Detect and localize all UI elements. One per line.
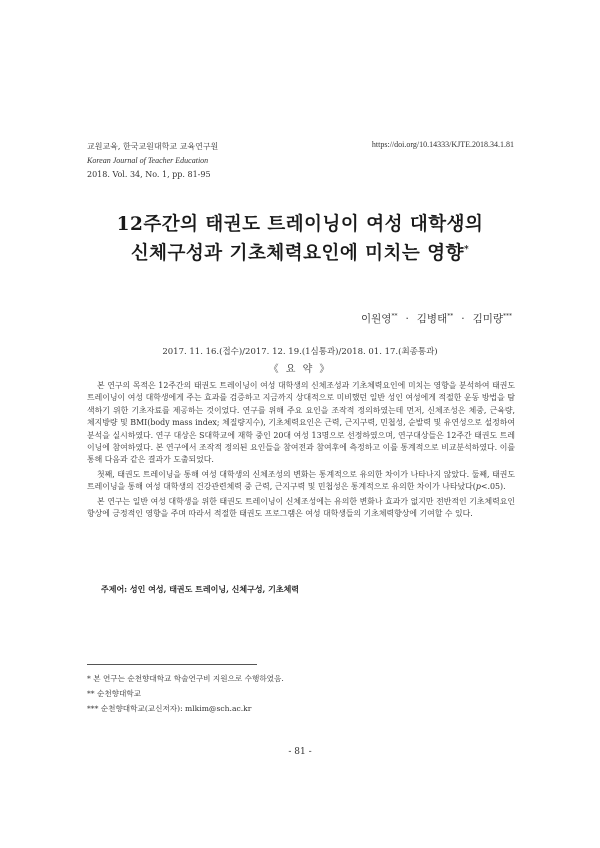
journal-name: Korean Journal of Teacher Education [87,156,209,165]
author-mark: *** [503,312,512,320]
author-name: 김병태 [416,313,448,325]
publisher-line: 교원교육, 한국교원대학교 교육연구원 [87,142,219,151]
doi-link[interactable]: https://doi.org/10.14333/KJTE.2018.34.1.81 [371,140,514,149]
title-line-1: 12주간의 태권도 트레이닝이 여성 대학생의 [116,214,484,235]
page-number: - 81 - [288,747,312,757]
author-2 [417,313,453,325]
author-list [361,311,512,326]
abstract-paragraph-1: 본 연구의 목적은 12주간의 태권도 트레이닝이 여성 대학생의 신체조성과 기초체력요인에 미치는 영향을 분석하여 태권도 트레이닝이 여성 대학생에게 주는 효과를 검증하고 지금까지 상대적으로 미비했던 일반 성인 여성에게 적절한 운동 방법을 탐색하기 위한 기초자료를 제공하는 것이었다. 연구를 위해 주요 요인을 조작적 정의하였는데 먼저, 신체조성은 체중, 근육량, 체지방량 및 BMI(body mass index; 체질량지수), 기초체력요인은 근력, 근지구력, 민첩성, 순발력 및 유연성으로 설정하여 분석을 실시하였다. 연구 대상은 S대학교에 재학 중인 20대 여성 13명으로 선정하였으며, 연구대상들은 12주간 태권도 트레이닝에 참여하였다. 본 연구에서 조작적 정의된 요인들을 참여전과 참여후에 측정하고 이를 통계적으로 비교분석하였다. 이를 통해 다음과 같은 결과가 도출되었다. [87,381,515,465]
keywords: 주제어: 성인 여성, 태권도 트레이닝, 신체구성, 기초체력 [101,584,300,594]
paper-title [0,210,600,268]
footnotes [87,671,284,716]
abstract-paragraph-3: 본 연구는 일반 여성 대학생을 위한 태권도 트레이닝이 신체조성에는 유의한 변화나 효과가 없지만 전반적인 기초체력요인 향상에 긍정적인 영향을 주며 따라서 적절한 태권도 프로그램은 여성 대학생들의 기초체력향상에 기여할 수 있다. [87,496,515,519]
title-line-2 [0,239,600,268]
author-1 [361,313,397,325]
footnote-funding: * 본 연구는 순천향대학교 학술연구비 지원으로 수행하였음. [87,674,284,683]
title-line-2-text: 신체구성과 기초체력요인에 미치는 영향 [130,243,464,264]
author-mark: ** [391,312,398,320]
abstract-paragraph-2-text: 첫째, 태권도 트레이닝을 통해 여성 대학생의 신체조성의 변화는 통계적으로 유의한 차이가 나타나지 않았다. 둘째, 태권도 트레이닝을 통해 여성 대학생의 건강관련체력 중 근력, 근지구력 및 민첩성은 통계적으로 유의한 차이가 나타났다( [87,469,515,492]
abstract-body [87,380,515,522]
author-separator: · [461,313,465,325]
author-separator: · [405,313,409,325]
author-name: 김미량 [472,313,503,325]
journal-header [87,140,218,182]
author-name: 이원영 [361,313,392,325]
author-mark: ** [447,312,454,320]
abstract-paragraph-2 [87,469,515,494]
footnote-affiliation: ** 순천향대학교 [87,689,142,698]
volume-info: 2018. Vol. 34, No. 1, pp. 81-95 [87,170,211,179]
author-3 [473,313,512,325]
footnote-corresponding: *** 순천향대학교(교신저자): mlkim@sch.ac.kr [87,704,252,713]
title-footnote-mark: * [463,245,470,255]
abstract-heading: 《 요 약 》 [268,364,332,375]
footnote-divider [87,664,257,665]
p-value-symbol: p [475,482,481,492]
p-value-text: <.05). [480,482,506,492]
review-dates: 2017. 11. 16.(접수)/2017. 12. 19.(1심통과)/2018. 01. 17.(최종통과) [162,347,438,357]
